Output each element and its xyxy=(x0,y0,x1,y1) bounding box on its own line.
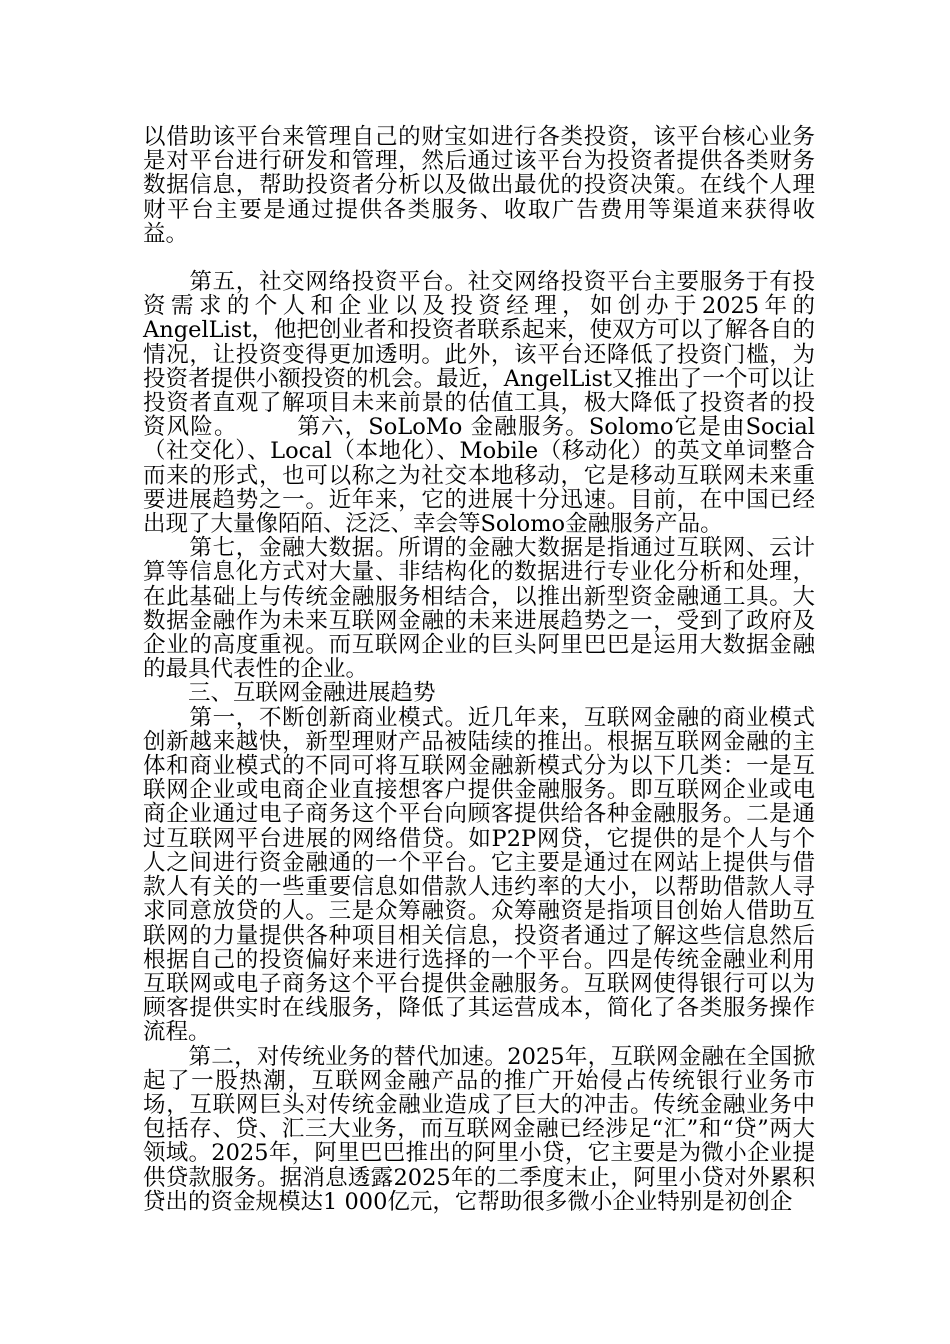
paragraph-big-data-finance: 第七，金融大数据。所谓的金融大数据是指通过互联网、云计算等信息化方式对大量、非结构化的数据进行专业化分析和处理，在此基础上与传统金融服务相结合，以推出新型资金融通工具。大数据金融作为未来互联网金融的未来进展趋势之一，受到了政府及企业的高度重视。而互联网企业的巨头阿里巴巴是运用大数据金融的最具代表性的企业。 xyxy=(143,535,815,683)
paragraph-social-investment-platform: 第五，社交网络投资平台。社交网络投资平台主要服务于有投资需求的个人和企业以及投资经理，如创办于2025年的AngelList，他把创业者和投资者联系起来，使双方可以了解各自的情况，让投资变得更加透明。此外，该平台还降低了投资门槛，为投资者提供小额投资的机会。最近，AngelList又推出了一个可以让投资者直观了解项目未来前景的估值工具，极大降低了投资者的投资风险。 第六，SoLoMo 金融服务。Solomo它是由Social（社交化）、Local（本地化）、Mobile（移动化）的英文单词整合而来的形式，也可以称之为社交本地移动，它是移动互联网未来重要进展趋势之一。近年来，它的进展十分迅速。目前，在中国已经出现了大量像陌陌、泛泛、幸会等Solomo金融服务产品。 xyxy=(143,269,815,538)
paragraph-traditional-business-replacement: 第二，对传统业务的替代加速。2025年，互联网金融在全国掀起了一股热潮，互联网金融产品的推广开始侵占传统银行业务市场，互联网巨头对传统金融业造成了巨大的冲击。传统金融业务中包括存、贷、汇三大业务，而互联网金融已经涉足“汇”和“贷”两大领域。2025年，阿里巴巴推出的阿里小贷，它主要是为微小企业提供贷款服务。据消息透露2025年的二季度末止，阿里小贷对外累积贷出的资金规模达1 000亿元，它帮助很多微小企业特别是初创企 xyxy=(143,1043,815,1215)
section-heading-trends: 三、互联网金融进展趋势 xyxy=(143,680,436,707)
paragraph-business-model-innovation: 第一，不断创新商业模式。近几年来，互联网金融的商业模式创新越来越快，新型理财产品被陆续的推出。根据互联网金融的主体和商业模式的不同可将互联网金融新模式分为以下几类：一是互联网企业或电商企业直接想客户提供金融服务。即互联网企业或电商企业通过电子商务这个平台向顾客提供给各种金融服务。二是通过互联网平台进展的网络借贷。如P2P网贷，它提供的是个人与个人之间进行资金融通的一个平台。它主要是通过在网站上提供与借款人有关的一些重要信息如借款人违约率的大小，以帮助借款人寻求同意放贷的人。三是众筹融资。众筹融资是指项目创始人借助互联网的力量提供各种项目相关信息，投资者通过了解这些信息然后根据自己的投资偏好来进行选择的一个平台。四是传统金融业利用互联网或电子商务这个平台提供金融服务。互联网使得银行可以为顾客提供实时在线服务，降低了其运营成本，简化了各类服务操作流程。 xyxy=(143,704,815,1046)
paragraph-spacer xyxy=(143,246,815,270)
paragraph-online-finance-platform: 以借助该平台来管理自己的财宝如进行各类投资，该平台核心业务是对平台进行研发和管理，然后通过该平台为投资者提供各类财务数据信息，帮助投资者分析以及做出最优的投资决策。在线个人理财平台主要是通过提供各类服务、收取广告费用等渠道来获得收益。 xyxy=(143,124,815,247)
document-page xyxy=(143,125,815,1214)
